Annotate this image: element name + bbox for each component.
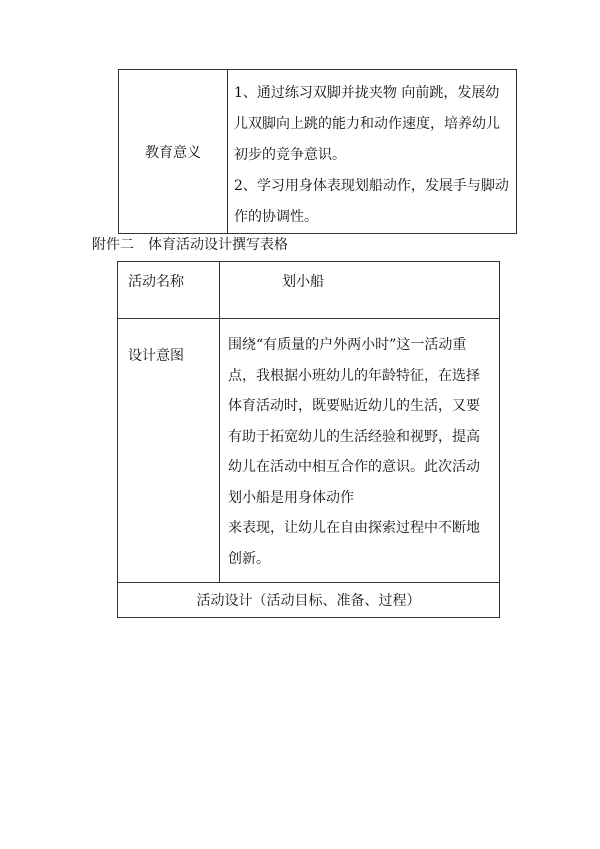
design-intent-paragraph-2: 来表现，让幼儿在自由探索过程中不断地创新。 — [228, 520, 480, 567]
activity-design-table — [117, 261, 500, 618]
education-meaning-item-1: 1、通过练习双脚并拢夹物 向前跳，发展幼儿双脚向上跳的能力和动作速度，培养幼儿初步的竞争意识。 — [234, 85, 500, 163]
design-intent-row — [118, 319, 500, 583]
design-intent-label: 设计意图 — [118, 319, 220, 583]
education-meaning-table — [118, 69, 517, 234]
design-intent-paragraph-1: 围绕“有质量的户外两小时”这一活动重点，我根据小班幼儿的年龄特征，在选择体育活动时，既要贴近幼儿的生活，又要有助于拓宽幼儿的生活经验和视野，提高幼儿在活动中相互合作的意识。此次活动划小船是用身体动作 — [228, 337, 480, 506]
attachment-caption: 附件二 体育活动设计撰写表格 — [92, 237, 288, 253]
activity-name-label: 活动名称 — [118, 262, 220, 319]
education-meaning-content — [228, 70, 517, 234]
design-intent-content — [220, 319, 500, 583]
activity-design-row — [118, 583, 500, 618]
activity-design-header: 活动设计（活动目标、准备、过程） — [118, 583, 500, 618]
education-meaning-label: 教育意义 — [119, 70, 228, 234]
activity-name-row — [118, 262, 500, 319]
activity-name-value: 划小船 — [220, 262, 500, 319]
education-meaning-item-2: 2、学习用身体表现划船动作，发展手与脚动作的协调性。 — [234, 178, 509, 225]
education-meaning-row — [119, 70, 517, 234]
